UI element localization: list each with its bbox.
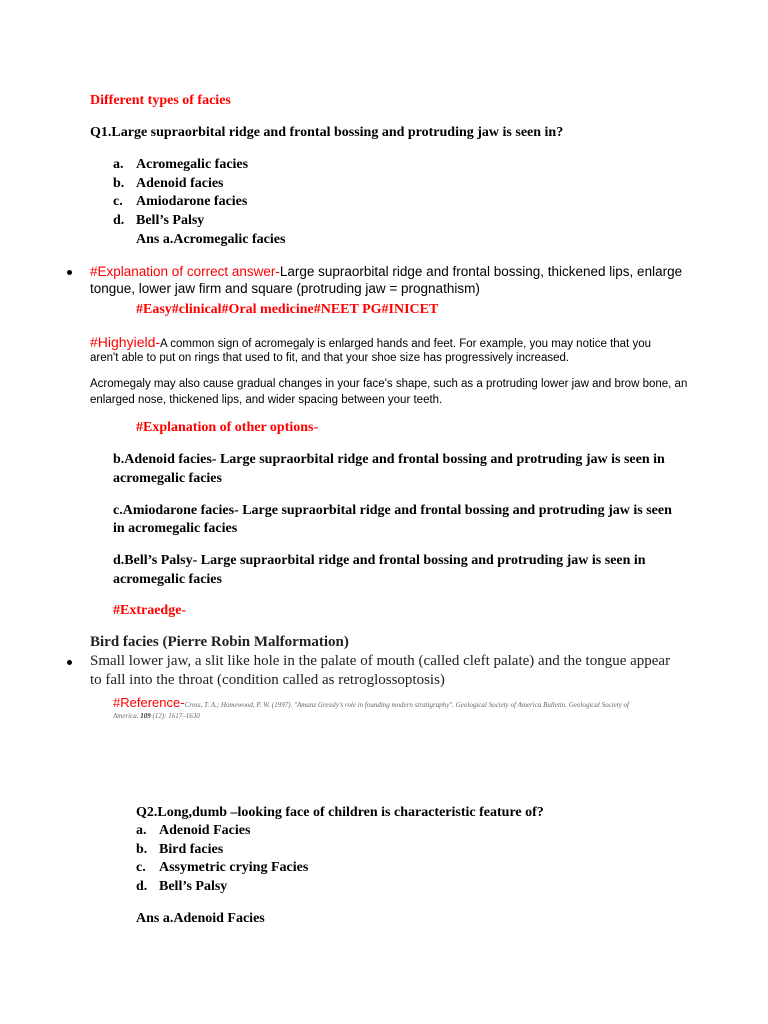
reference-line2: [113, 712, 200, 720]
q2-option-d-letter: d.: [136, 879, 148, 894]
section-heading: Different types of facies: [90, 93, 231, 108]
q2-option-b-letter: b.: [136, 842, 148, 857]
q1-question: Q1.Large supraorbital ridge and frontal bossing and protruding jaw is seen in?: [90, 125, 564, 140]
reference-citation-1: Cross, T. A.; Homewood, P. W. (1997). "Amanz Gressly's role in founding modern stratigraphy". Geological Society of America Bulletin. Geological Society of: [184, 701, 629, 709]
reference-citation-2a: America.: [113, 712, 141, 720]
bird-facies-line1: Small lower jaw, a slit like hole in the palate of mouth (called cleft palate) and the tongue appear: [90, 653, 671, 669]
explanation-text-1: Large supraorbital ridge and frontal bossing, thickened lips, enlarge: [279, 264, 683, 279]
q2-answer: Ans a.Adenoid Facies: [136, 911, 265, 926]
reference-line1: [113, 694, 629, 712]
explanation-line1: [90, 264, 682, 279]
topic-tags: #Easy#clinical#Oral medicine#NEET PG#INICET: [136, 302, 439, 317]
other-option-c-line2: in acromegalic facies: [113, 521, 238, 536]
q2-option-b: Bird facies: [159, 842, 224, 857]
other-option-b-line1: b.Adenoid facies- Large supraorbital ridge and frontal bossing and protruding jaw is seen in: [113, 452, 665, 467]
bullet-icon: [67, 270, 72, 275]
highyield-line1: [90, 334, 651, 352]
q1-answer: Ans a.Acromegalic facies: [136, 232, 286, 247]
reference-citation-2c: (12): 1617–1630: [150, 712, 200, 720]
q2-option-d: Bell’s Palsy: [159, 879, 228, 894]
q2-option-c-letter: c.: [136, 860, 146, 875]
reference-volume: 109: [140, 712, 151, 720]
highyield-line2: aren't able to put on rings that used to fit, and that your shoe size has progressively increased.: [90, 352, 570, 364]
bird-facies-line2: to fall into the throat (condition called as retroglossoptosis): [90, 672, 445, 688]
q1-option-c: Amiodarone facies: [136, 194, 248, 209]
highyield-para2-line1: Acromegaly may also cause gradual changes in your face's shape, such as a protruding lower jaw and brow bone, an: [90, 378, 688, 390]
explanation-line2: tongue, lower jaw firm and square (protruding jaw = prognathism): [90, 281, 480, 296]
other-option-c-line1: c.Amiodarone facies- Large supraorbital ridge and frontal bossing and protruding jaw is seen: [113, 503, 672, 518]
other-option-b-line2: acromegalic facies: [113, 471, 222, 486]
q2-question: Q2.Long,dumb –looking face of children is characteristic feature of?: [136, 805, 544, 820]
bullet-icon: [67, 660, 72, 665]
highyield-para2-line2: enlarged nose, thickened lips, and wider spacing between your teeth.: [90, 394, 443, 406]
explanation-tag: #Explanation of correct answer-: [90, 264, 280, 279]
q1-option-b: Adenoid facies: [136, 176, 224, 191]
q2-option-c: Assymetric crying Facies: [159, 860, 309, 875]
other-option-d-line1: d.Bell’s Palsy- Large supraorbital ridge and frontal bossing and protruding jaw is seen in: [113, 553, 646, 568]
q1-option-b-letter: b.: [113, 176, 125, 191]
highyield-tag: #Highyield-: [90, 334, 161, 350]
reference-tag: #Reference-: [113, 695, 185, 710]
q1-option-a-letter: a.: [113, 157, 124, 172]
bird-facies-title: Bird facies (Pierre Robin Malformation): [90, 634, 349, 650]
other-options-heading: #Explanation of other options-: [136, 420, 319, 435]
q1-option-c-letter: c.: [113, 194, 123, 209]
other-option-d-line2: acromegalic facies: [113, 572, 222, 587]
q1-option-d-letter: d.: [113, 213, 125, 228]
q2-option-a: Adenoid Facies: [159, 823, 251, 838]
q1-option-d: Bell’s Palsy: [136, 213, 205, 228]
highyield-text-1: A common sign of acromegaly is enlarged hands and feet. For example, you may notice that you: [160, 338, 651, 350]
q2-option-a-letter: a.: [136, 823, 147, 838]
extraedge-tag: #Extraedge-: [113, 603, 187, 618]
q1-option-a: Acromegalic facies: [136, 157, 249, 172]
